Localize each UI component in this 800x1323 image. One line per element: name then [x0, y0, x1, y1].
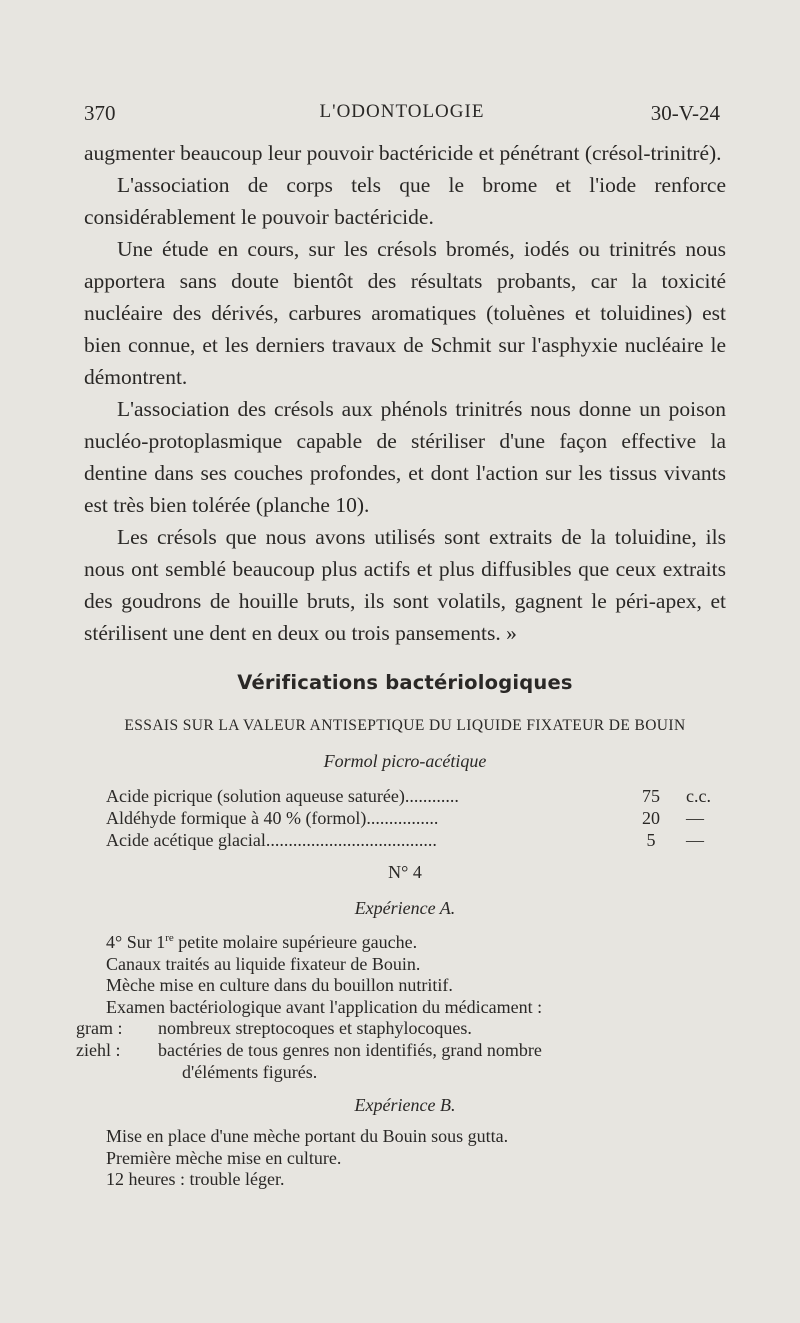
paragraph-brome-iode: L'association de corps tels que le brome et l'iode renforce considérablement le pouvoir bactéricide.: [84, 173, 726, 229]
note-line: 4° Sur 1re petite molaire supérieure gauche.: [106, 932, 418, 952]
gram-label: gram :: [76, 1018, 123, 1038]
paragraph-association: L'association des crésols aux phénols trinitrés nous donne un poison nucléo-protoplasmique capable de stériliser d'une façon effective la dentine dans ses couches profondes, et dont l'action sur les tissus vivants est très bien tolérée (planche 10).: [84, 397, 726, 517]
section-subtitle: ESSAIS SUR LA VALEUR ANTISEPTIQUE DU LIQUIDE FIXATEUR DE BOUIN: [124, 717, 686, 734]
ziehl-text-1: bactéries de tous genres non identifiés, grand nombre: [158, 1040, 542, 1060]
ziehl-result: [76, 1040, 720, 1083]
ingredient-name: Acide acétique glacial......................................: [106, 830, 437, 850]
issue-date: 30-V-24: [650, 101, 720, 125]
test-number: N° 4: [388, 862, 422, 882]
note-line: 12 heures : trouble léger.: [106, 1169, 285, 1189]
ingredient-unit: —: [686, 830, 704, 850]
section-heading: Vérifications bactériologiques: [237, 671, 573, 694]
note-line: Canaux traités au liquide fixateur de Bouin.: [106, 953, 421, 974]
recipe-row: [106, 829, 726, 851]
formula-name: Formol picro-acétique: [323, 751, 487, 771]
experience-a-notes: [106, 932, 720, 1018]
ingredient-quantity: 5: [646, 830, 656, 850]
note-line: Mise en place d'une mèche portant du Bouin sous gutta.: [106, 1126, 509, 1146]
experience-b-notes: [106, 1126, 720, 1191]
ziehl-label: ziehl :: [76, 1040, 121, 1060]
note-line: Examen bactériologique avant l'application du médicament :: [106, 996, 543, 1017]
body-text: [84, 137, 726, 649]
ingredient-name: Acide picrique (solution aqueuse saturée)............: [106, 786, 459, 806]
experience-a-title: Expérience A.: [354, 898, 456, 918]
page-number: 370: [84, 101, 116, 125]
experience-b-title: Expérience B.: [354, 1095, 456, 1115]
ingredient-quantity: 20: [642, 808, 660, 828]
ziehl-text-2: d'éléments figurés.: [182, 1061, 318, 1082]
recipe-table: [106, 785, 726, 851]
paragraph-continuation: augmenter beaucoup leur pouvoir bactéricide et pénétrant (crésol-trinitré).: [84, 141, 722, 165]
paragraph-etude-en-cours: Une étude en cours, sur les crésols bromés, iodés ou trinitrés nous apportera sans doute bientôt des résultats probants, car la toxicité nucléaire des dérivés, carbures aromatiques (toluènes et toluidines) est bien connue, et les derniers travaux de Schmit sur l'asphyxie nucléaire le démontrent.: [84, 237, 726, 389]
running-header: [84, 101, 720, 131]
paragraph-cresols: Les crésols que nous avons utilisés sont extraits de la toluidine, ils nous ont semblé beaucoup plus actifs et plus diffusibles que ceux extraits des goudrons de houille bruts, ils sont volatils, gagnent le péri-apex, et stérilisent une dent en deux ou trois pansements. »: [84, 525, 726, 645]
recipe-row: [106, 785, 726, 807]
ingredient-quantity: 75: [642, 786, 660, 806]
recipe-row: [106, 807, 726, 829]
gram-result: [76, 1018, 720, 1040]
note-line: Mèche mise en culture dans du bouillon nutritif.: [106, 975, 453, 995]
note-line: Première mèche mise en culture.: [106, 1147, 342, 1168]
ingredient-unit: c.c.: [686, 786, 711, 806]
ingredient-name: Aldéhyde formique à 40 % (formol)................: [106, 808, 439, 828]
journal-title: L'ODONTOLOGIE: [319, 101, 485, 122]
ingredient-unit: —: [686, 808, 704, 828]
gram-text: nombreux streptocoques et staphylocoques.: [158, 1018, 472, 1038]
